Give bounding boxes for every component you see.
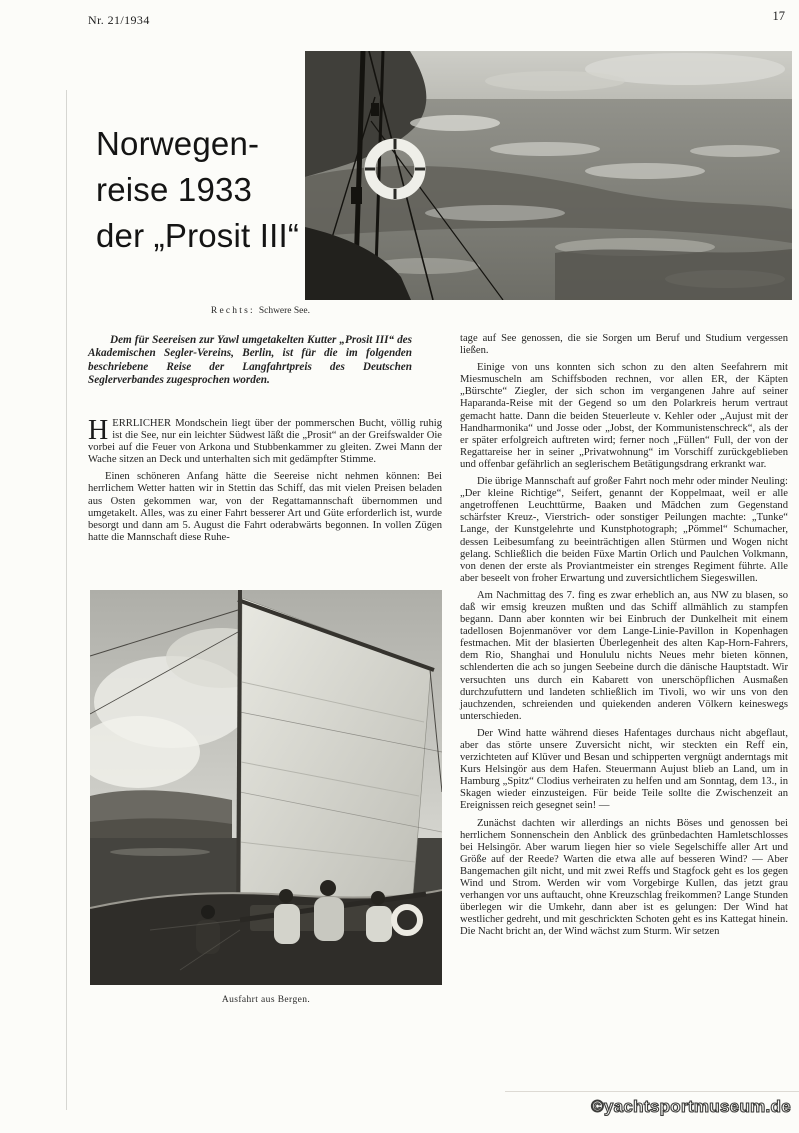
issue-number: Nr. 21/1934 xyxy=(88,13,150,27)
title-line-1: Norwegen- xyxy=(96,125,260,162)
caption-label: Rechts: xyxy=(210,306,255,316)
cloud xyxy=(485,71,625,91)
drop-cap: H xyxy=(88,415,109,446)
foam xyxy=(585,163,705,179)
foreground-wave xyxy=(555,249,792,300)
scan-artifact-line xyxy=(505,1091,799,1092)
paragraph-text: ERRLICHER Mondschein liegt über der pommerschen Bucht, völlig ruhig ist die See, nur ein leichter Südwest läßt die „Prosit“ an der Greifswalder Oie vorbei auf die Feuer von Arkona und Stubbenkammer zu gleiten. Zwei Mann der Wache sitzen an Deck und unterhalten sich mit gedämpfter Stimme. xyxy=(88,418,442,466)
paragraph: Zunächst dachten wir allerdings an nichts Böses und genossen bei herrlichem Sonnenschein den Anblick des grünbedachten Hamletschlosses bei Helsingör. Aber warum liegen hier so viele Segelschiffe aller Art und Größe auf der Reede? Warten die etwa alle auf besseren Wind? — Aber Bangemachen gilt nicht, und mit zwei Reffs und Stagfock geht es los gegen Wind und Strom. Werden wir vom Vorgebirge Kullen, das jetzt grau verhangen vor uns auftaucht, ohne Kreuzschlag freikommen? Lange Stunden überlegen wir die Umkehr, dann aber ist es gelungen: Der Wind hat westlicher gedreht, und mit geschrickten Schoten geht es ins Kattegat hinein. Die Nacht bricht an, der Wind wächst zum Sturm. Wir setzen xyxy=(460,817,788,938)
column-left xyxy=(88,415,442,544)
page-number: 17 xyxy=(772,9,785,23)
mast xyxy=(238,590,240,938)
paragraph: Einen schöneren Anfang hätte die Seereise nicht nehmen können: Bei herrlichem Wetter hatten wir in Stettin das Schiff, das mit vielen Preisen beladen aus Osten gekommen war, von der Regattamannschaft übernommen und umgetakelt. Alles, was zu einer Fahrt besserer Art und Güte erforderlich ist, wurde besorgt und dann am 5. August die Fahrt oderabwärts begonnen. In vollen Zügen hatte die Mannschaft diese Ruhe- xyxy=(88,471,442,543)
water-glint xyxy=(110,848,210,856)
intro-paragraph: Dem für Seereisen zur Yawl umgetakelten Kutter „Prosit III“ des Akademischen Segler-Vereins, Berlin, ist für die im folgenden beschriebene Reise der Langfahrtpreis des Deutschen Seglerverbandes zugesprochen worden. xyxy=(88,334,412,387)
foam xyxy=(690,145,780,157)
paragraph-dropcap xyxy=(88,415,442,466)
column-right xyxy=(460,333,788,939)
title-line-3: der „Prosit III“ xyxy=(96,217,300,254)
rigging-block xyxy=(371,103,379,116)
watermark: ©yachtsportmuseum.de xyxy=(591,1097,791,1116)
paragraph: Die übrige Mannschaft auf großer Fahrt noch mehr oder minder Neuling: „Der kleine Richtige“, Seifert, genannt der Koppelmaat, weil er alle angetroffenen Leuchttürme, Baaken und Mädchen zum Gegenstand schärfster Kreuz-, Vierstrich- oder sonstiger Peilungen machte: „Tunke“ Lange, der Kunstgelehrte und Kunstphotograph; „Pömmel“ Schumacher, dessen Leibesumfang zu beeinträchtigen allen Stürmen und Wogen nicht gelang. Schließlich die beiden Füxe Martin Orlich und Paulchen Volkmann, von denen der erste als Proviantmeister ein strenges Regiment führte. Alle aber beseelt von froher Erwartung und zuversichtlichem Siegeswillen. xyxy=(460,476,788,584)
paragraph: Der Wind hatte während dieses Hafentages durchaus nicht abgeflaut, aber das störte unsere Zuversicht nicht, wir steckten ein Reff ein, verzichteten auf Klüver und Besan und schipperten vergnügt anderntags mit Kurs Helsingör aus dem Hafen. Steuermann Aujust blieb an Land, um in Hamburg „Spitz“ Clodius verheiraten zu helfen und am Sonntag, dem 13., in Skagen wieder einzusteigen. Für beide Teile sollte die Zwischenzeit an Ereignissen reich gesegnet sein! — xyxy=(460,727,788,812)
photo-sailboat-illustration xyxy=(90,590,442,985)
photo-heavy-sea xyxy=(305,51,792,300)
foam xyxy=(410,115,500,131)
margin-rule xyxy=(66,90,67,1110)
foam xyxy=(425,205,565,221)
photo-sailboat xyxy=(90,590,442,985)
title-line-2: reise 1933 xyxy=(96,171,253,208)
paragraph: Am Nachmittag des 7. fing es zwar erheblich an, aus NW zu blasen, so daß wir emsig kreuzen mußten und das Schiff allmählich zu stampfen begann. Dann aber konnten wir bei Einbruch der Dunkelheit mit einem tadellosen Bojenmanöver vor dem Lange-Linie-Pavillon in Kopenhagen festmachen. Mit der blasierten Überlegenheit des alten Kap-Horn-Fahrers, dem Rio, Shanghai und Honululu nichts Neues mehr bieten können, schlenderten die ach so jungen Seebeine durch die dänische Hauptstadt. Wir versuchten uns durch ein Kabarett von unerschöpflichen Ausmaßen durchzufuttern und landeten schließlich im Tivoli, wo wir uns von den jauchzenden, schreienden und quiekenden anderen Völkern keineswegs unterschieden. xyxy=(460,589,788,722)
caption-text: Schwere See. xyxy=(258,306,310,316)
article-title xyxy=(96,121,356,259)
foam xyxy=(490,142,600,156)
photo-heavy-sea-illustration xyxy=(305,51,792,300)
bottom-photo-caption: Ausfahrt aus Bergen. xyxy=(221,995,311,1005)
paragraph: tage auf See genossen, die sie Sorgen um Beruf und Studium vergessen ließen. xyxy=(460,333,788,357)
paragraph: Einige von uns konnten sich schon zu den alten Seefahrern mit Miesmuscheln am Schiffsboden rechnen, vor allen ER, der Käpten „Bürschte“ Ziegler, der sich schon im vergangenen Jahre auf seiner Haparanda-Reise mit der Gegend so um den Polarkreis herum vertraut gemacht hatte. Dann die beiden Steuerleute v. Kehler oder „Aujust mit der Handharmonika“ und Josse oder „Jobst, der Kommunistenschreck“, als der er später erfolgreich auftreten wird; ferner noch „Füllen“ Full, der von der Regattareise her in seiner „Privatwohnung“ im Vorschiff zurückgeblieben und offenbar gefährlich an seglerischem Betätigungsdrang erkrankt war. xyxy=(460,362,788,470)
top-photo-caption xyxy=(95,306,310,316)
